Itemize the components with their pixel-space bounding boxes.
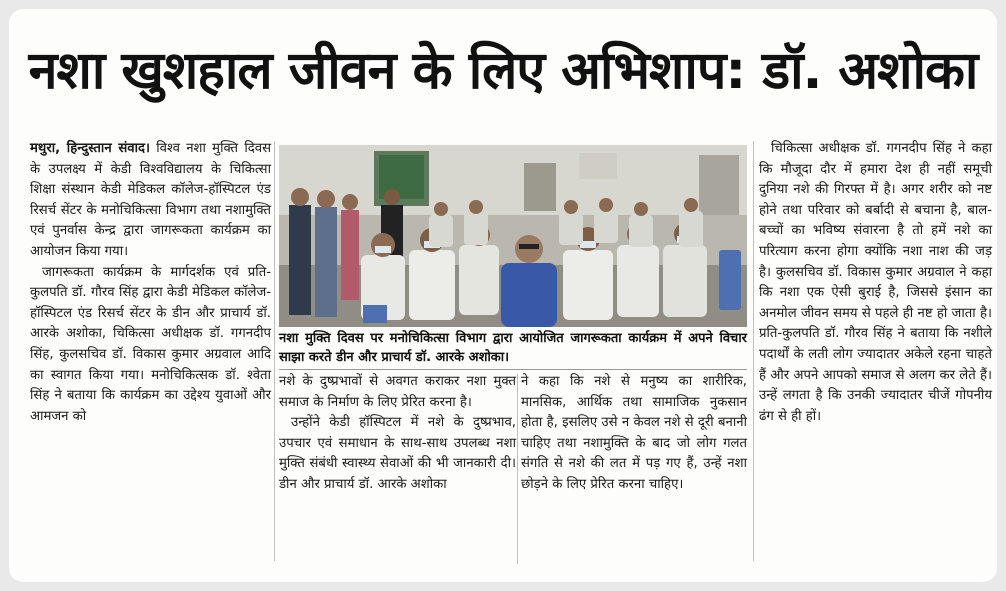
dateline: मथुरा, हिन्दुस्तान संवाद। [30, 141, 150, 156]
headline: नशा खुशहाल जीवन के लिए अभिशाप: डॉ. अशोका [28, 41, 978, 101]
paragraph-superintendent-quote: चिकित्सा अधीक्षक डॉ. गगनदीप सिंह ने कहा कि मौजूदा दौर में हमारा देश ही नहीं समूची दुनिया नशे की गिरफ्त में है। अगर शरीर को नष्ट होने तथा परिवार को बर्बादी से बचाना है, बाल-बच्चों का भविष्य संवारना है तो हमें नशे का परित्याग करना होगा क्योंकि नशा नाश की जड़ है। कुलसचिव डॉ. विकास कुमार अग्रवाल ने कहा कि नशा एक ऐसी बुराई है, जिससे इंसान का अनमोल जीवन समय से पहले ही नष्ट हो जाता है। प्रति-कुलपति डॉ. गौरव सिंह ने बताया कि नशीले पदार्थों के लती लोग ज्यादातर अकेले रहना चाहते हैं और अपने आपको समाज से अलग कर लेते हैं। उन्हें लगता है कि उनकी ज्यादातर चीजें गोपनीय ढंग से ही हों। [759, 141, 992, 424]
photo-caption: नशा मुक्ति दिवस पर मनोचिकित्सा विभाग द्वारा आयोजित जागरूकता कार्यक्रम में अपने विचार साझा करते डीन और प्राचार्य डॉ. आरके अशोका। [279, 331, 747, 365]
paragraph-services: उन्होंने केडी हॉस्पिटल में नशे के दुष्प्रभाव, उपचार एवं समाधान के साथ-साथ उपलब्ध नशा मुक्ति संबंधी स्वास्थ्य सेवाओं की भी जानकारी दी। डीन और प्राचार्य डॉ. आरके अशोका [279, 415, 516, 492]
paragraph-dean-quote: ने कहा कि नशे से मनुष्य का शारीरिक, मानसिक, आर्थिक तथा सामाजिक नुकसान होता है, इसलिए उसे न केवल नशे से दूरी बनानी चाहिए तथा नशामुक्ति के बाद जो लोग गलत संगति से नशे की लत में पड़ गए हैं, उन्हें नशा छोड़ने के लिए प्रेरित करना चाहिए। [521, 374, 747, 492]
paragraph-awareness: नशे के दुष्प्रभावों से अवगत कराकर नशा मुक्त समाज के निर्माण के लिए प्रेरित करना है। [279, 374, 516, 410]
caption-divider [279, 369, 747, 370]
event-photo [279, 145, 747, 327]
paragraph-intro-text: विश्व नशा मुक्ति दिवस के उपलक्ष्य में केडी विश्वविद्यालय के चिकित्सा शिक्षा संस्थान केडी मेडिकल कॉलेज-हॉस्पिटल एंड रिसर्च सेंटर के मनोचिकित्सा विभाग तथा नशामुक्ति एवं पुनर्वास केन्द्र द्वारा जागरूकता कार्यक्रम का आयोजन किया गया। [30, 141, 271, 259]
column-divider [517, 374, 518, 564]
article-column-2 [279, 372, 516, 496]
article-column-1 [30, 139, 271, 427]
event-photo-illustration [279, 145, 747, 327]
article-column-4 [759, 139, 992, 427]
newspaper-clipping [9, 9, 997, 582]
column-divider [753, 141, 754, 561]
column-divider [274, 141, 275, 561]
paragraph-guidance: जागरूकता कार्यक्रम के मार्गदर्शक एवं प्रति-कुलपति डॉ. गौरव सिंह द्वारा केडी मेडिकल कॉलेज-हॉस्पिटल एंड रिसर्च सेंटर के डीन और प्राचार्य डॉ. आरके अशोका, चिकित्सा अधीक्षक डॉ. गगनदीप सिंह, कुलसचिव डॉ. विकास कुमार अग्रवाल आदि का स्वागत किया गया। मनोचिकित्सक डॉ. श्वेता सिंह ने बताया कि कार्यक्रम का उद्देश्य युवाओं और आमजन को [30, 264, 271, 424]
paragraph-intro [30, 139, 271, 263]
article-column-3 [521, 372, 747, 496]
